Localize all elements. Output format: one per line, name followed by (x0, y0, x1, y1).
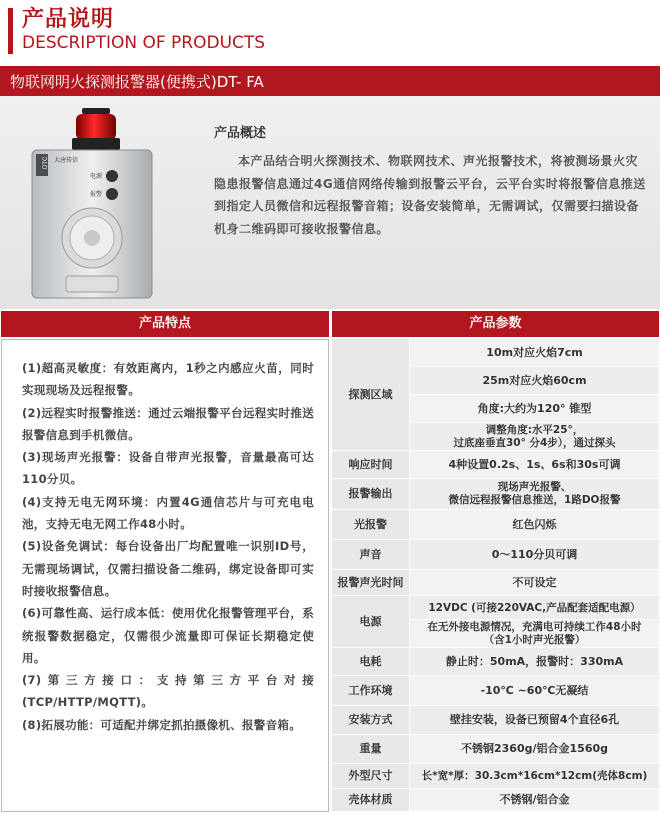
device-brand-text: DTC (43, 156, 49, 169)
param-value: 红色闪烁 (410, 510, 659, 540)
param-label-power: 电源 (332, 596, 409, 648)
param-label-dimensions: 外型尺寸 (332, 764, 409, 789)
param-value: 长*宽*厚：30.3cm*16cm*12cm(壳体8cm) (410, 764, 659, 789)
param-label-material: 壳体材质 (332, 789, 409, 812)
feature-item: (6)可靠性高、运行成本低：使用优化报警管理平台，系统报警数据稳定，仅需很少流量即可保证长期稳定使用。 (22, 606, 314, 665)
feature-item: (4)支持无电无网环境：内置4G通信芯片与可充电电池，支持无电无网工作48小时。 (22, 494, 314, 532)
param-value: 0～110分贝可调 (410, 540, 659, 570)
header-accent-bar (8, 8, 13, 54)
feature-item: (5)设备免调试：每台设备出厂均配置唯一识别ID号，无需现场调试，仅需扫描设备二维码，绑定设备即可实时接收报警信息。 (22, 539, 314, 598)
param-label-consumption: 电耗 (332, 648, 409, 676)
param-label-alarm-time: 报警声光时间 (332, 570, 409, 596)
param-label-sound: 声音 (332, 540, 409, 570)
param-value: -10℃ ~60℃无凝结 (410, 676, 659, 706)
param-value: 角度:大约为120° 锥型 (410, 395, 659, 423)
product-hero (0, 96, 660, 309)
param-value: 不可设定 (410, 570, 659, 596)
product-banner (0, 66, 660, 96)
param-label-detect-area: 探测区域 (332, 339, 409, 451)
param-value: 不锈钢2360g/铝合金1560g (410, 735, 659, 764)
param-value: 10m对应火焰7cm (410, 339, 659, 367)
page-subtitle: DESCRIPTION OF PRODUCTS (22, 33, 266, 53)
param-value: 在无外接电源情况，充满电可持续工作48小时 （含1小时声光报警） (410, 620, 659, 648)
param-label-response: 响应时间 (332, 451, 409, 479)
feature-item: (1)超高灵敏度：有效距离内，1秒之内感应火苗，同时实现现场及远程报警。 (22, 361, 314, 398)
param-value: 壁挂安装，设备已预留4个直径6孔 (410, 706, 659, 735)
param-value: 4种设置0.2s、1s、6s和30s可调 (410, 451, 659, 479)
product-name: 物联网明火探测报警器(便携式)DT- FA (10, 73, 264, 91)
param-label-weight: 重量 (332, 735, 409, 764)
feature-item: (7)第三方接口：支持第三方平台对接(TCP/HTTP/MQTT)。 (22, 673, 314, 710)
param-value: 12VDC (可接220VAC,产品配套适配电源） (410, 596, 659, 620)
param-label-light: 光报警 (332, 510, 409, 540)
features-list (22, 357, 314, 736)
device-label-text: 大唐传信 (54, 157, 79, 164)
overview-text: 本产品结合明火探测技术、物联网技术、声光报警技术，将被测场景火灾隐患报警信息通过4G通信网络传输到报警云平台，云平台实时将报警信息推送到指定人员微信和远程报警音箱；设备安装简单，无需调试，仅需要扫描设备机身二维码即可接收报警信息。 (214, 154, 646, 236)
params-table (332, 339, 659, 812)
feature-item: (8)拓展功能：可适配并绑定抓拍摄像机、报警音箱。 (22, 717, 302, 732)
feature-item: (2)远程实时报警推送：通过云端报警平台远程实时推送报警信息到手机微信。 (22, 405, 314, 442)
param-value: 静止时：50mA，报警时：330mA (410, 648, 659, 676)
param-label-output: 报警输出 (332, 479, 409, 510)
feature-item: (3)现场声光报警：设备自带声光报警，音量最高可达110分贝。 (22, 450, 314, 487)
param-value: 调整角度:水平25°， 过底座垂直30° 分4步），通过探头 (410, 423, 659, 451)
param-label-installation: 安装方式 (332, 706, 409, 735)
overview-title: 产品概述 (214, 126, 267, 141)
device-button1-text: 电源 (90, 173, 103, 180)
param-label-environment: 工作环境 (332, 676, 409, 706)
features-header: 产品特点 (1, 311, 329, 337)
params-header: 产品参数 (332, 311, 659, 337)
param-value: 25m对应火焰60cm (410, 367, 659, 395)
param-value: 现场声光报警、 微信远程报警信息推送，1路DO报警 (410, 479, 659, 510)
param-value: 不锈钢/铝合金 (410, 789, 659, 812)
device-button2-text: 报警 (90, 191, 103, 198)
alarm-device-image (26, 106, 158, 302)
page-title: 产品说明 (22, 7, 115, 32)
